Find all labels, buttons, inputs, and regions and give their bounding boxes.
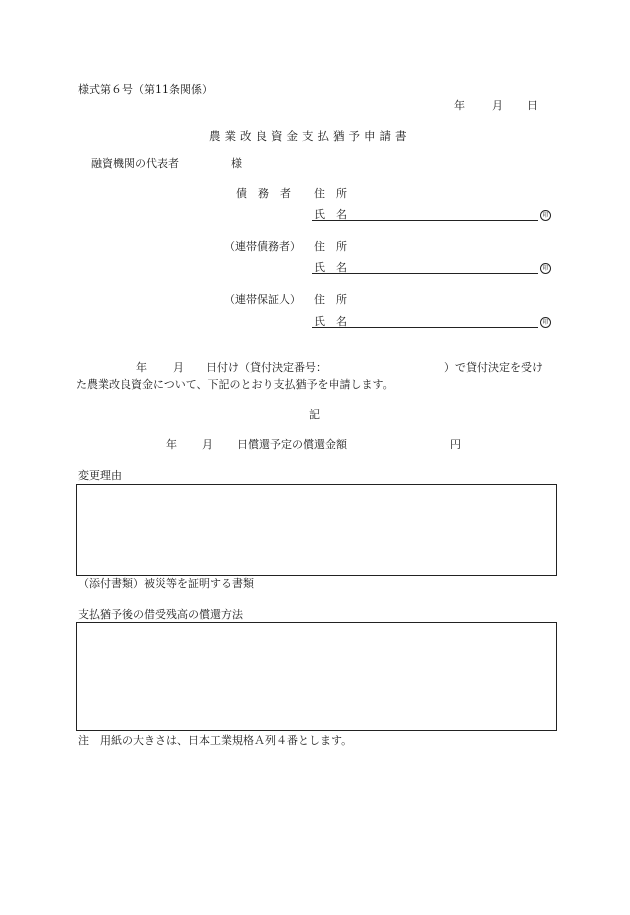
joint-debtor-name-label: 氏 名 <box>314 261 347 274</box>
body-close-paren: ）で貸付決定を受け <box>444 361 543 374</box>
debtor-role-label: 債 務 者 <box>236 187 291 200</box>
body-month-label: 月 <box>173 361 184 374</box>
date-day-label: 日 <box>527 99 538 112</box>
joint-guarantor-address-label: 住 所 <box>314 293 347 306</box>
document-title: 農業改良資金支払猶予申請書 <box>209 129 411 143</box>
change-reason-box[interactable] <box>76 484 557 576</box>
joint-guarantor-role-label: （連帯保証人） <box>224 293 301 306</box>
date-month-label: 月 <box>492 99 503 112</box>
repayment-month-label: 月 <box>202 438 213 451</box>
footer-note: 注 用紙の大きさは、日本工業規格Ａ列４番とします。 <box>78 734 353 747</box>
joint-debtor-seal-mark: 印 <box>540 263 551 274</box>
debtor-seal-mark: 印 <box>540 210 551 221</box>
joint-debtor-address-label: 住 所 <box>314 240 347 253</box>
body-date-suffix: 日付け（貸付決定番号： <box>206 361 327 374</box>
form-number: 様式第６号（第11条関係） <box>78 83 213 96</box>
debtor-name-label: 氏 名 <box>314 208 347 221</box>
joint-guarantor-seal-mark: 印 <box>540 317 551 328</box>
repayment-method-label: 支払猶予後の借受残高の償還方法 <box>78 608 243 621</box>
repayment-year-label: 年 <box>166 438 177 451</box>
repayment-method-box[interactable] <box>76 622 557 731</box>
addressee-name: 融資機関の代表者 <box>91 157 179 170</box>
attachment-note: （添付書類）被災等を証明する書類 <box>78 577 254 590</box>
addressee-honorific: 様 <box>231 157 242 170</box>
debtor-address-label: 住 所 <box>314 187 347 200</box>
joint-debtor-name-line[interactable] <box>312 273 538 274</box>
repayment-amount-label: 日償還予定の償還金額 <box>237 438 347 451</box>
joint-guarantor-name-line[interactable] <box>312 327 538 328</box>
debtor-name-line[interactable] <box>312 220 538 221</box>
ki-heading: 記 <box>309 408 320 421</box>
joint-debtor-role-label: （連帯債務者） <box>224 240 301 253</box>
body-second-line: た農業改良資金について、下記のとおり支払猶予を申請します。 <box>76 378 394 391</box>
body-year-label: 年 <box>136 361 147 374</box>
change-reason-label: 変更理由 <box>78 469 122 482</box>
repayment-yen-unit: 円 <box>450 438 461 451</box>
date-year-label: 年 <box>454 99 465 112</box>
joint-guarantor-name-label: 氏 名 <box>314 315 347 328</box>
